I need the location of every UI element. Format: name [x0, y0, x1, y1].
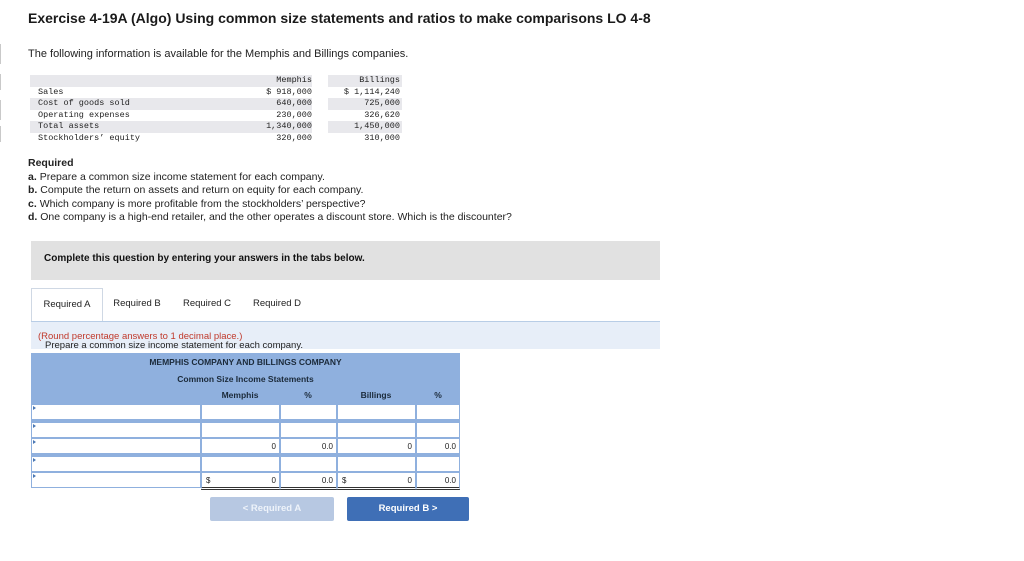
row-label: Cost of goods sold — [30, 98, 244, 110]
row-label: Operating expenses — [38, 109, 130, 120]
rounding-note: (Round percentage answers to 1 decimal place.) — [38, 331, 243, 342]
margin-rule — [0, 74, 7, 90]
row-label: Stockholders’ equity — [38, 132, 141, 143]
required-item-b: b. Compute the return on assets and return on equity for each company. — [28, 184, 364, 196]
billings-amount-input[interactable] — [337, 422, 416, 438]
memphis-value: 320,000 — [276, 132, 312, 143]
required-section — [28, 157, 512, 225]
memphis-percent-cell — [280, 422, 337, 438]
memphis-value: 1,340,000 — [244, 121, 312, 133]
margin-rule — [0, 100, 7, 120]
statement-title: Common Size Income Statements — [177, 374, 314, 384]
common-size-statement — [31, 353, 460, 490]
line-item-label-input[interactable] — [31, 422, 201, 438]
memphis-amount-input[interactable] — [201, 422, 280, 438]
given-data-table — [30, 75, 402, 144]
col-billings: Billings — [360, 390, 392, 400]
line-item-label-input[interactable] — [31, 438, 201, 454]
required-item-c: c. Which company is more profitable from the stockholders’ perspective? — [28, 197, 366, 210]
line-item-label-input[interactable] — [31, 472, 201, 488]
dollar-sign: $ — [342, 476, 347, 485]
next-required-b-button[interactable]: Required B > — [347, 497, 469, 521]
billings-percent-cell — [416, 456, 460, 472]
instructions-banner — [31, 241, 660, 280]
memphis-value: $ 918,000 — [266, 86, 312, 97]
billings-value: 725,000 — [328, 98, 402, 110]
required-item-d: d. One company is a high-end retailer, and the other operates a discount store. Which is the discounter? — [28, 211, 512, 223]
instruction-bar — [31, 321, 660, 349]
col-percent-billings: % — [434, 390, 442, 400]
tab-required-c[interactable]: Required C — [182, 298, 232, 309]
memphis-percent-cell — [280, 456, 337, 472]
memphis-subtotal-percent: 0.0 — [280, 438, 337, 454]
billings-total-percent: 0.0 — [416, 472, 460, 490]
billings-header: Billings — [328, 75, 402, 87]
memphis-value: 230,000 — [276, 109, 312, 120]
memphis-header: Memphis — [244, 75, 312, 87]
memphis-percent-cell — [280, 404, 337, 420]
required-heading: Required — [28, 157, 74, 169]
billings-percent-cell — [416, 404, 460, 420]
banner-text: Complete this question by entering your answers in the tabs below. — [44, 253, 365, 264]
prev-required-a-button[interactable]: < Required A — [210, 497, 334, 521]
statement-company: MEMPHIS COMPANY AND BILLINGS COMPANY — [149, 357, 342, 367]
dollar-sign: $ — [206, 476, 211, 485]
required-item-a: a. Prepare a common size income statement for each company. — [28, 170, 325, 183]
line-item-label-input[interactable] — [31, 456, 201, 472]
billings-value: $ 1,114,240 — [343, 86, 400, 97]
col-percent-memphis: % — [304, 390, 312, 400]
billings-amount-input[interactable] — [337, 404, 416, 420]
billings-amount-input[interactable] — [337, 456, 416, 472]
memphis-value: 640,000 — [244, 98, 312, 110]
tab-required-a[interactable]: Required A — [31, 288, 103, 321]
margin-rule — [0, 126, 7, 142]
tab-required-b[interactable]: Required B — [113, 298, 161, 309]
tab-required-d[interactable]: Required D — [252, 298, 302, 309]
billings-value: 310,000 — [364, 132, 400, 143]
memphis-total: $ 0 — [201, 472, 280, 490]
memphis-amount-input[interactable] — [201, 404, 280, 420]
billings-value: 326,620 — [364, 109, 400, 120]
billings-total: $ 0 — [337, 472, 416, 490]
line-item-label-input[interactable] — [31, 404, 201, 420]
exercise-title: Exercise 4-19A (Algo) Using common size statements and ratios to make comparisons LO 4-8 — [28, 10, 651, 26]
row-label: Total assets — [30, 121, 244, 133]
memphis-total-percent: 0.0 — [280, 472, 337, 490]
margin-rule — [0, 44, 7, 64]
billings-subtotal: 0 — [337, 438, 416, 454]
row-label: Sales — [38, 86, 64, 97]
memphis-amount-input[interactable] — [201, 456, 280, 472]
intro-text: The following information is available for the Memphis and Billings companies. — [28, 48, 409, 60]
billings-value: 1,450,000 — [328, 121, 402, 133]
billings-percent-cell — [416, 422, 460, 438]
instruction-text: Prepare a common size income statement for each company. (Round percentage answers to 1 decimal place.) — [38, 331, 304, 351]
col-memphis: Memphis — [221, 390, 259, 400]
billings-subtotal-percent: 0.0 — [416, 438, 460, 454]
memphis-subtotal: 0 — [201, 438, 280, 454]
